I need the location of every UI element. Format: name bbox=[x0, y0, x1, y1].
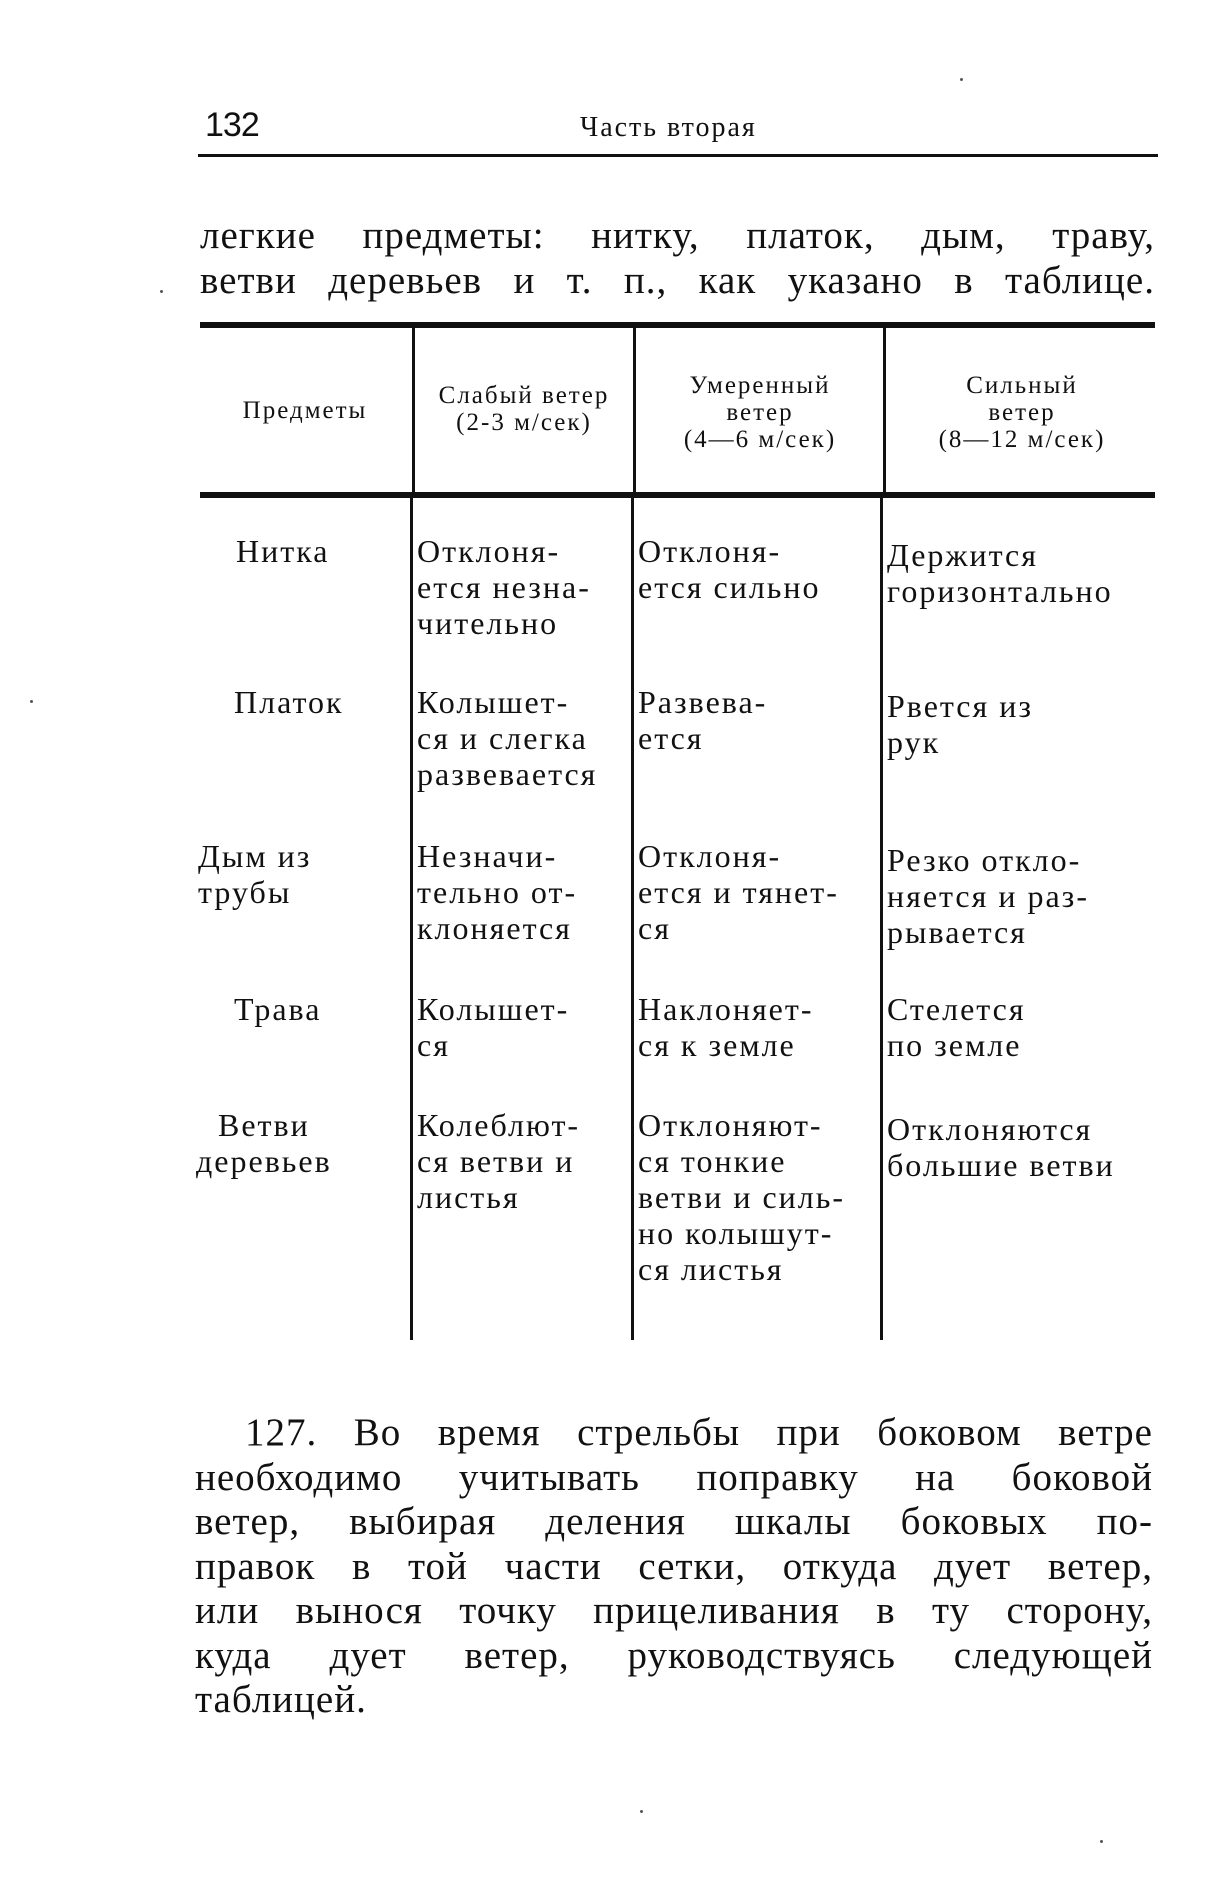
table-row-subject: Трава bbox=[234, 991, 322, 1027]
table-cell-weak: Колеблют- ся ветви и листья bbox=[417, 1107, 581, 1215]
paragraph-line: 127. Во время стрельбы при боковом ветре bbox=[245, 1411, 1153, 1454]
table-cell-moderate: Отклоняют- ся тонкие ветви и силь- но колышут- ся листья bbox=[638, 1107, 846, 1287]
table-cell-weak: Незначи- тельно от- клоняется bbox=[417, 838, 578, 946]
table-cell-weak: Отклоня- ется незна- чительно bbox=[417, 533, 591, 641]
paragraph-line: правок в той части сетки, откуда дует ветер, bbox=[195, 1544, 1153, 1588]
table-row-subject: Платок bbox=[234, 684, 344, 720]
table-cell-weak: Колышет- ся и слегка развевается bbox=[417, 684, 598, 792]
intro-line: ветви деревьев и т. п., как указано в таблице. bbox=[200, 258, 1155, 302]
table-row-subject: Дым из трубы bbox=[198, 838, 312, 910]
header-subjects: Предметы bbox=[242, 397, 368, 424]
table-cell-moderate: Отклоня- ется сильно bbox=[638, 533, 821, 605]
header-weak-wind: Слабый ветер (2-3 м/сек) bbox=[438, 382, 610, 436]
table-header-rule bbox=[200, 492, 1155, 498]
column-divider bbox=[631, 498, 634, 1340]
column-divider bbox=[410, 498, 413, 1340]
table-cell-strong: Отклоняются большие ветви bbox=[887, 1111, 1115, 1183]
column-divider bbox=[633, 328, 636, 492]
scan-speck bbox=[640, 1810, 643, 1813]
scan-speck bbox=[960, 78, 963, 81]
table-cell-moderate: Развева- ется bbox=[638, 684, 768, 756]
paragraph-line: или вынося точку прицеливания в ту сторону, bbox=[195, 1589, 1153, 1632]
table-cell-strong: Стелется по земле bbox=[887, 991, 1026, 1063]
column-divider bbox=[412, 328, 415, 492]
column-divider bbox=[883, 328, 886, 492]
paragraph-127 bbox=[195, 1411, 1153, 1723]
table-cell-weak: Колышет- ся bbox=[417, 991, 570, 1063]
table-cell-strong: Держится горизонтально bbox=[887, 537, 1113, 609]
header-strong-wind: Сильный ветер (8—12 м/сек) bbox=[938, 372, 1106, 453]
header-moderate-wind: Умеренный ветер (4—6 м/сек) bbox=[683, 372, 837, 453]
table-row-subject: Ветви деревьев bbox=[196, 1107, 332, 1179]
intro-line: легкие предметы: нитку, платок, дым, траву, bbox=[200, 214, 1155, 257]
scan-speck bbox=[160, 290, 163, 293]
paragraph-line: ветер, выбирая деления шкалы боковых по- bbox=[195, 1500, 1153, 1543]
intro-paragraph bbox=[200, 214, 1155, 303]
table-cell-moderate: Отклоня- ется и тянет- ся bbox=[638, 838, 839, 946]
column-divider bbox=[880, 498, 883, 1340]
table-cell-strong: Рвется из рук bbox=[887, 688, 1033, 760]
table-top-rule bbox=[200, 322, 1155, 328]
page-number: 132 bbox=[205, 106, 259, 144]
header-rule bbox=[198, 154, 1158, 157]
paragraph-line: куда дует ветер, руководствуясь следующей bbox=[195, 1633, 1153, 1677]
table-cell-moderate: Наклоняет- ся к земле bbox=[638, 991, 814, 1063]
paragraph-line: необходимо учитывать поправку на боковой bbox=[195, 1455, 1153, 1499]
table-cell-strong: Резко откло- няется и раз- рывается bbox=[887, 842, 1089, 950]
running-head: Часть вторая bbox=[580, 112, 757, 143]
paragraph-line: таблицей. bbox=[195, 1678, 367, 1721]
scan-speck bbox=[1100, 1840, 1103, 1843]
scan-speck bbox=[30, 700, 33, 703]
table-row-subject: Нитка bbox=[236, 533, 330, 569]
